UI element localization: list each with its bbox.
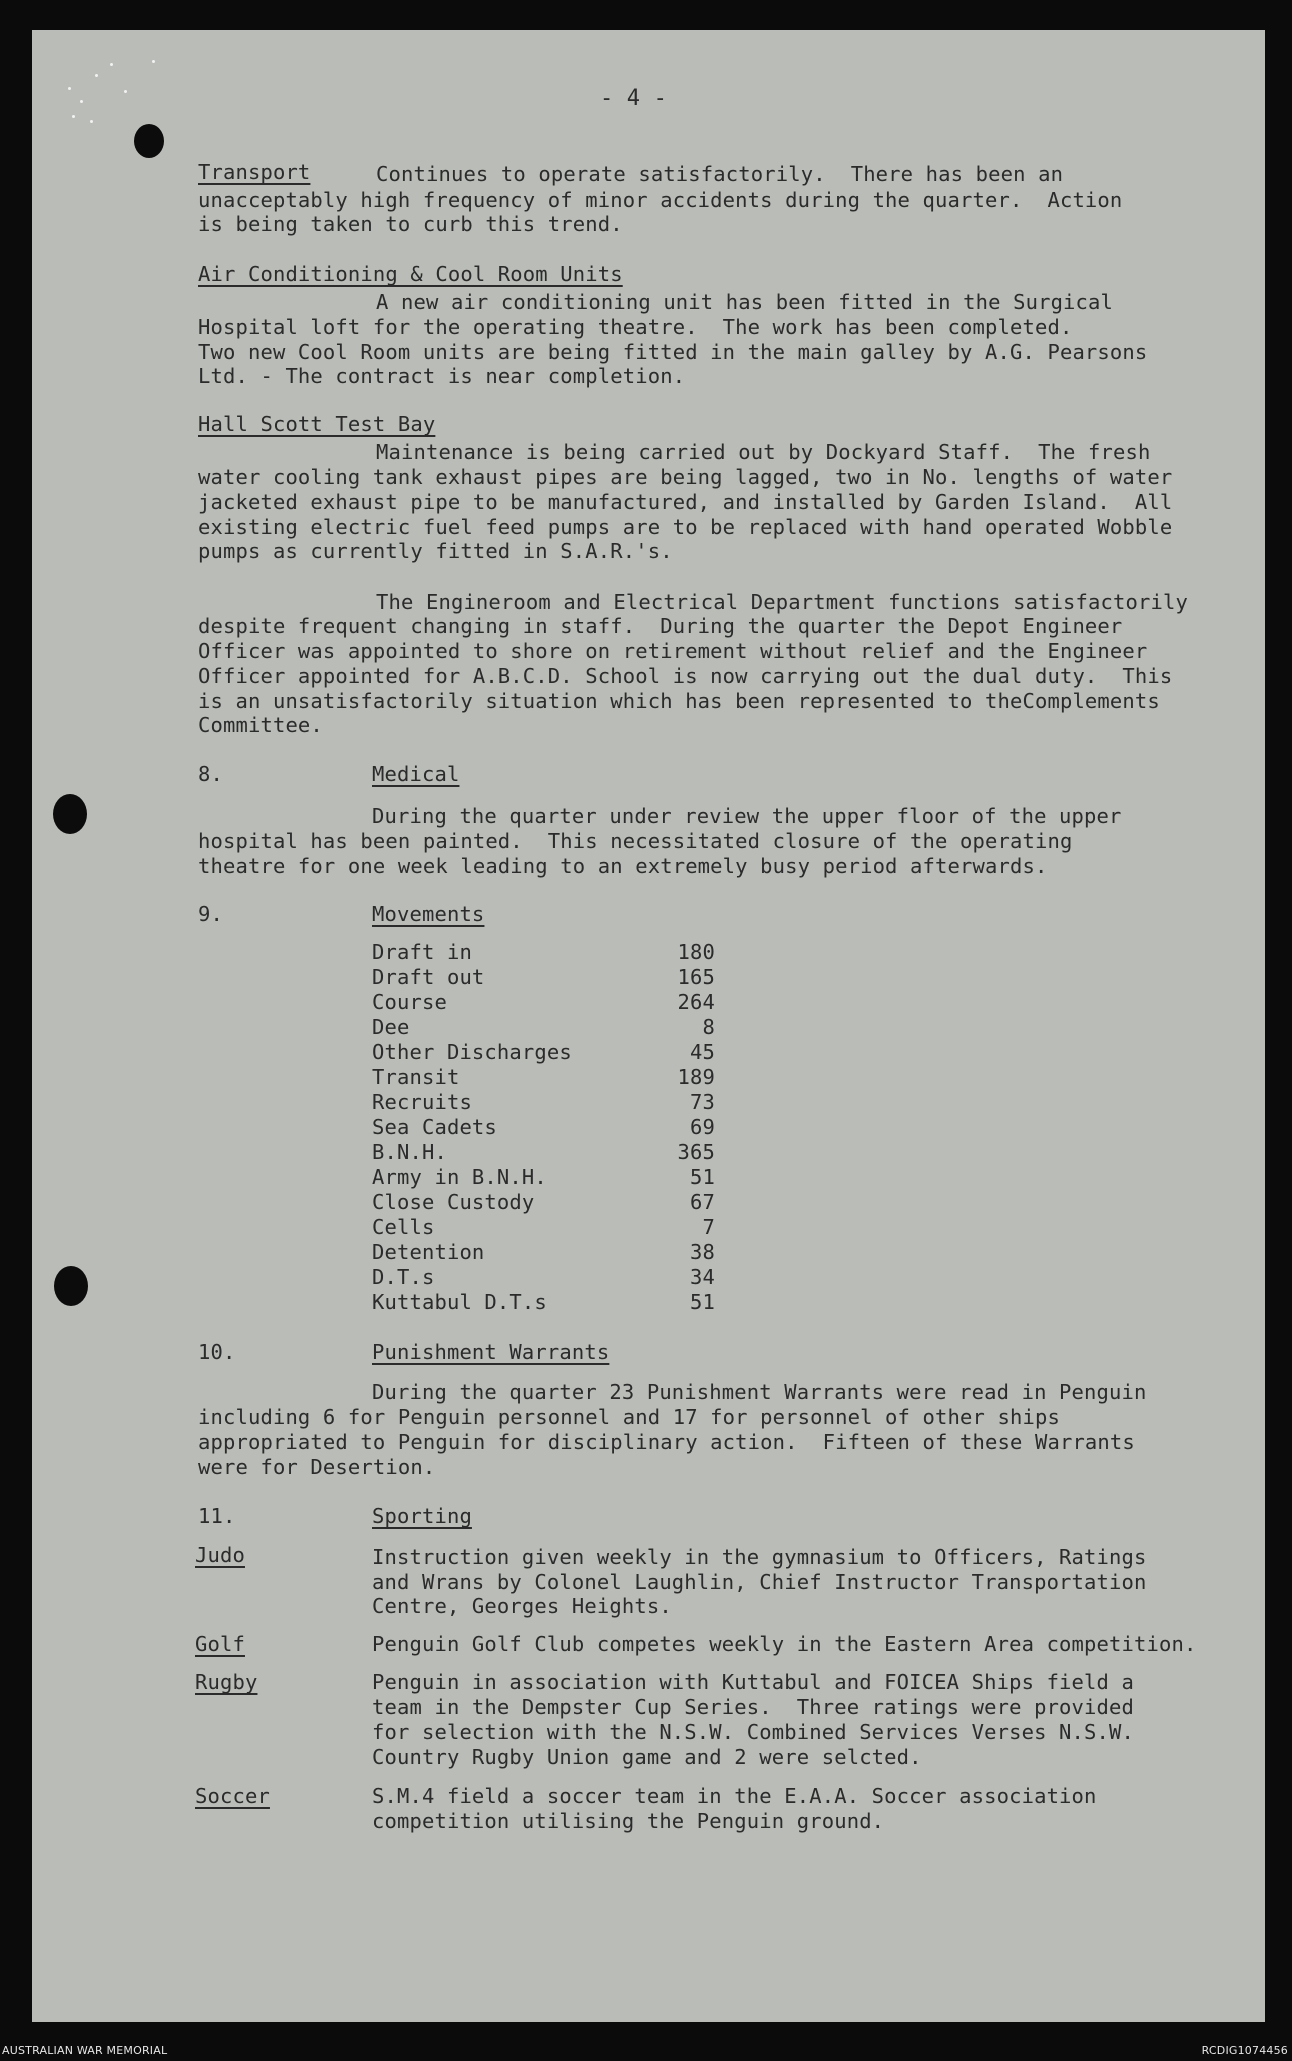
sport-label-soccer: Soccer	[195, 1784, 270, 1808]
medical-line: During the quarter under review the upper floor of the upper	[372, 804, 1122, 828]
movement-value: 180	[677, 940, 715, 964]
air-conditioning-line: Ltd. - The contract is near completion.	[198, 364, 686, 388]
sport-line: Penguin Golf Club competes weekly in the Eastern Area competition.	[372, 1632, 1197, 1656]
air-conditioning-heading: Air Conditioning & Cool Room Units	[198, 262, 623, 286]
movement-label: Course	[372, 990, 447, 1014]
sporting-number: 11.	[198, 1504, 236, 1528]
medical-number: 8.	[198, 762, 223, 786]
footer-source: AUSTRALIAN WAR MEMORIAL	[2, 2044, 168, 2057]
movement-label: Kuttabul D.T.s	[372, 1290, 547, 1314]
binder-hole-middle	[53, 794, 87, 834]
transport-heading: Transport	[198, 160, 311, 184]
movement-value: 34	[690, 1265, 715, 1289]
sport-line: Centre, Georges Heights.	[372, 1594, 672, 1618]
sport-line: Country Rugby Union game and 2 were selcted.	[372, 1745, 922, 1769]
movement-label: Transit	[372, 1065, 460, 1089]
movement-label: Detention	[372, 1240, 485, 1264]
movement-value: 365	[677, 1140, 715, 1164]
sport-line: S.M.4 field a soccer team in the E.A.A. Soccer association	[372, 1784, 1097, 1808]
engineroom-line: is an unsatisfactorily situation which has been represented to theComplements	[198, 689, 1160, 713]
movement-label: Sea Cadets	[372, 1115, 497, 1139]
movement-label: Draft in	[372, 940, 472, 964]
punishment-line: were for Desertion.	[198, 1455, 436, 1479]
transport-line: is being taken to curb this trend.	[198, 212, 623, 236]
medical-heading: Medical	[372, 762, 460, 786]
movement-value: 51	[690, 1165, 715, 1189]
engineroom-line: Officer was appointed to shore on retirement without relief and the Engineer	[198, 639, 1148, 663]
sport-line: team in the Dempster Cup Series. Three ratings were provided	[372, 1695, 1135, 1719]
sporting-heading: Sporting	[372, 1504, 472, 1528]
sport-line: and Wrans by Colonel Laughlin, Chief Instructor Transportation	[372, 1570, 1147, 1594]
punishment-number: 10.	[198, 1340, 236, 1364]
movement-label: Dee	[372, 1015, 410, 1039]
movement-label: Close Custody	[372, 1190, 535, 1214]
movement-label: Draft out	[372, 965, 485, 989]
hall-scott-line: Maintenance is being carried out by Dockyard Staff. The fresh	[376, 440, 1151, 464]
binder-hole-bottom	[54, 1266, 88, 1306]
punishment-line: appropriated to Penguin for disciplinary action. Fifteen of these Warrants	[198, 1430, 1135, 1454]
movement-value: 51	[690, 1290, 715, 1314]
engineroom-line: despite frequent changing in staff. During the quarter the Depot Engineer	[198, 614, 1123, 638]
sport-line: Instruction given weekly in the gymnasium to Officers, Ratings	[372, 1545, 1147, 1569]
air-conditioning-line: A new air conditioning unit has been fitted in the Surgical	[376, 290, 1114, 314]
footer-id: RCDIG1074456	[1201, 2044, 1288, 2057]
medical-line: hospital has been painted. This necessitated closure of the operating	[198, 829, 1073, 853]
movement-value: 8	[702, 1015, 715, 1039]
punishment-line: During the quarter 23 Punishment Warrants were read in Penguin	[372, 1380, 1147, 1404]
movement-value: 7	[702, 1215, 715, 1239]
transport-line: unacceptably high frequency of minor accidents during the quarter. Action	[198, 188, 1123, 212]
movement-label: B.N.H.	[372, 1140, 447, 1164]
hall-scott-heading: Hall Scott Test Bay	[198, 412, 436, 436]
hall-scott-line: jacketed exhaust pipe to be manufactured, and installed by Garden Island. All	[198, 490, 1173, 514]
hall-scott-line: existing electric fuel feed pumps are to be replaced with hand operated Wobble	[198, 515, 1173, 539]
movement-label: D.T.s	[372, 1265, 435, 1289]
sport-label-rugby: Rugby	[195, 1670, 258, 1694]
engineroom-line: Committee.	[198, 713, 323, 737]
movement-label: Cells	[372, 1215, 435, 1239]
movements-number: 9.	[198, 902, 223, 926]
movement-label: Recruits	[372, 1090, 472, 1114]
page-number: - 4 -	[600, 86, 667, 111]
movements-heading: Movements	[372, 902, 485, 926]
movement-label: Army in B.N.H.	[372, 1165, 547, 1189]
sport-label-golf: Golf	[195, 1632, 245, 1656]
hall-scott-line: pumps as currently fitted in S.A.R.'s.	[198, 539, 673, 563]
air-conditioning-line: Two new Cool Room units are being fitted in the main galley by A.G. Pearsons	[198, 340, 1148, 364]
movement-value: 45	[690, 1040, 715, 1064]
sport-line: Penguin in association with Kuttabul and FOICEA Ships field a	[372, 1670, 1135, 1694]
transport-line: Continues to operate satisfactorily. There has been an	[376, 162, 1064, 186]
movement-value: 69	[690, 1115, 715, 1139]
movement-value: 73	[690, 1090, 715, 1114]
movement-value: 67	[690, 1190, 715, 1214]
engineroom-line: The Engineroom and Electrical Department functions satisfactorily	[376, 590, 1188, 614]
movement-label: Other Discharges	[372, 1040, 572, 1064]
movement-value: 189	[677, 1065, 715, 1089]
sport-label-judo: Judo	[195, 1543, 245, 1567]
hall-scott-line: water cooling tank exhaust pipes are being lagged, two in No. lengths of water	[198, 465, 1173, 489]
movement-value: 38	[690, 1240, 715, 1264]
movement-value: 165	[677, 965, 715, 989]
medical-line: theatre for one week leading to an extremely busy period afterwards.	[198, 854, 1048, 878]
air-conditioning-line: Hospital loft for the operating theatre. The work has been completed.	[198, 315, 1073, 339]
sport-line: competition utilising the Penguin ground.	[372, 1809, 885, 1833]
engineroom-line: Officer appointed for A.B.C.D. School is now carrying out the dual duty. This	[198, 664, 1173, 688]
binder-hole-top	[134, 124, 164, 158]
punishment-line: including 6 for Penguin personnel and 17 for personnel of other ships	[198, 1405, 1060, 1429]
sport-line: for selection with the N.S.W. Combined Services Verses N.S.W.	[372, 1720, 1135, 1744]
punishment-heading: Punishment Warrants	[372, 1340, 610, 1364]
movement-value: 264	[677, 990, 715, 1014]
